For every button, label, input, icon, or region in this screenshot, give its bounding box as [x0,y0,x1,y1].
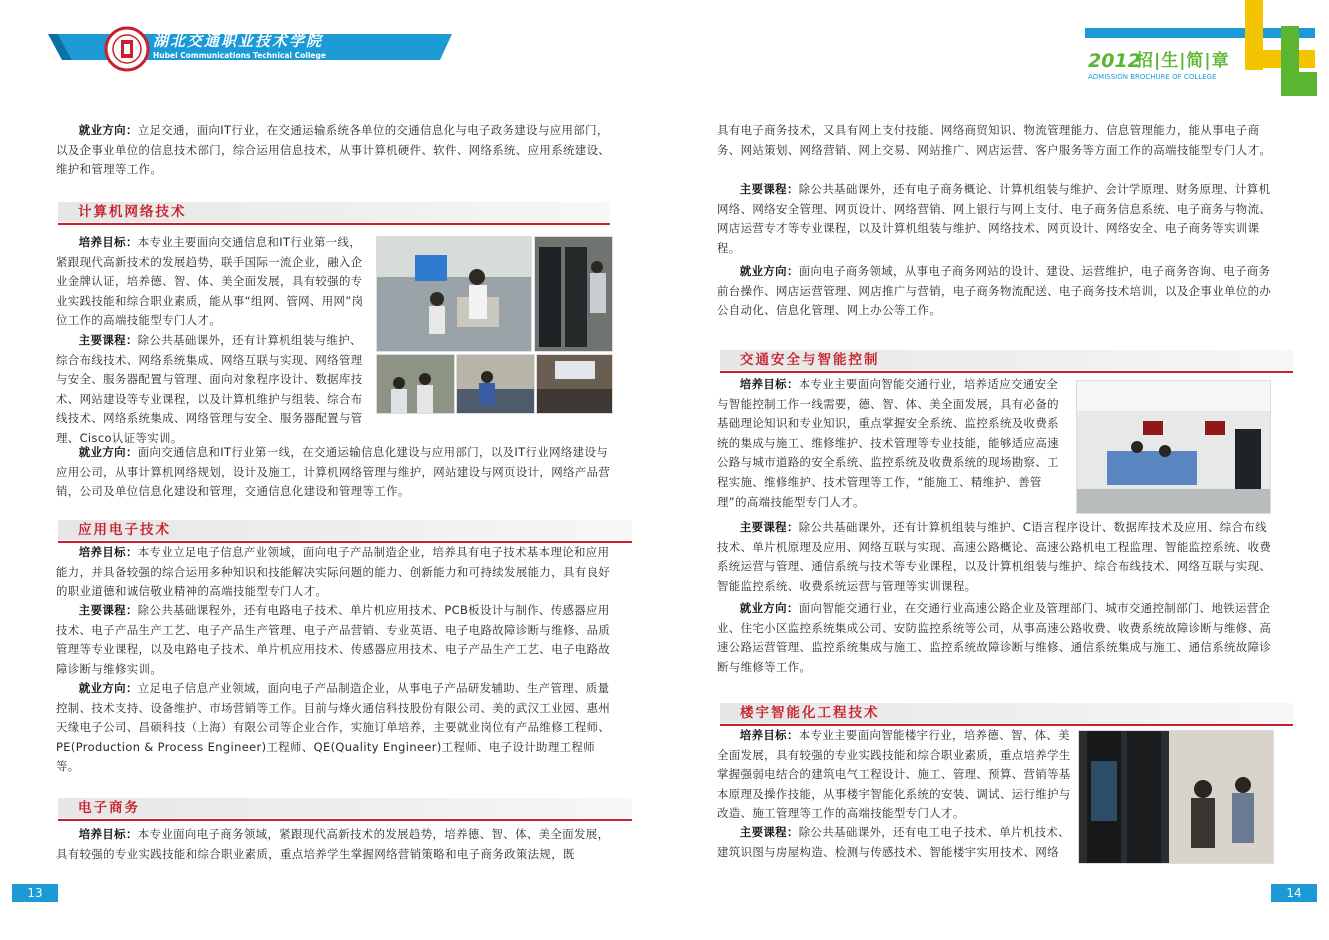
electronics-jobs: 就业方向：立足电子信息产业领域，面向电子产品制造企业，从事电子产品研发辅助、生产管理、质量控制、技术支持、设备维护、市场营销等工作。目前与烽火通信科技股份有限公司、美的武汉工业园、惠州天缘电子公司、昌硕科技（上海）有限公司等企业合作，实施订单培养，主要就业岗位有产品维修工程师、PE(Production & Process Engineer)工程师、QE(Quality Engineer)工程师、电子设计助理工程师等。 [56,681,611,774]
classroom-photo-1 [376,354,455,414]
traffic-courses: 主要课程：除公共基础课外，还有计算机组装与维护、C语言程序设计、数据库技术及应用、综合布线技术、单片机原理及应用、网络互联与实现、高速公路概论、高速公路机电工程监理、智能监控系统、收费系统运营与管理、通信系统与技术等专业课程，以及计算机组装与维护、综合布线技术、网络互联与实现、智能监控系统、收费系统运营与管理等实训课程。 [717,520,1272,593]
building-courses: 主要课程：除公共基础课外，还有电工电子技术、单片机技术、建筑识图与房屋构造、检测与传感技术、智能楼宇实用技术、网络 [717,825,1070,859]
network-lab-photo [376,236,532,352]
toll-control-lab-photo [1076,380,1271,514]
ecommerce-goal-cont: 具有电子商务技术，又具有网上支付技能、网络商贸知识、物流管理能力、信息管理能力，能从事电子商务、网站策划、网络营销、网上交易、网站推广、网店运营、客户服务等方面工作的高端技能型专门人才。 [717,123,1272,157]
section-title-ecommerce: 电子商务 [58,798,632,818]
traffic-goal: 培养目标：本专业主要面向智能交通行业，培养适应交通安全与智能控制工作一线需要，德、智、体、美全面发展，具有必备的基础理论知识和专业知识，重点掌握安全系统、监控系统及收费系统的集成与施工、维修维护、技术管理等专业技能，能够适应高速公路与城市道路的安全系统、监控系统及收费系统的现场勘察、工程实施、维修维护、技术管理等工作，“能施工、精维护、善管理”的高端技能型专门人才。 [717,377,1059,509]
section-title-building-intelligence: 楼宇智能化工程技术 [720,703,1293,723]
intro-employment: 就业方向：立足交通，面向IT行业，在交通运输系统各单位的交通信息化与电子政务建设与应用部门，以及企事业单位的信息技术部门，综合运用信息技术，从事计算机硬件、软件、网络系统、应用系统建设、维护和管理等工作。 [56,123,611,177]
electronics-goal: 培养目标：本专业立足电子信息产业领域，面向电子产品制造企业，培养具有电子技术基本理论和应用能力，并具备较强的综合运用多种知识和技能解决实际问题的能力、创新能力和可持续发展能力，具有良好的职业道德和诚信敬业精神的高端技能型专门人才。 [56,545,611,599]
network-jobs: 就业方向：面向交通信息和IT行业第一线，在交通运输信息化建设与应用部门，以及IT行业网络建设与应用公司，从事计算机网络规划，设计及施工，计算机网络管理与维护，网站建设与网页设计，网络产品营销，公司及单位信息化建设和管理，交通信息化建设和管理等工作。 [56,445,611,499]
section-title-electronics: 应用电子技术 [58,520,632,540]
brochure-subtitle: ADMISSION BROCHURE OF COLLEGE [1088,73,1217,81]
college-name-en: Hubei Communications Technical College [153,51,326,60]
classroom-photo-2 [456,354,535,414]
lecture-hall-photo [536,354,613,414]
ecommerce-goal: 培养目标：本专业面向电子商务领域，紧跟现代高新技术的发展趋势，培养德、智、体、美全面发展，具有较强的专业实践技能和综合职业素质，重点培养学生掌握网络营销策略和电子商务政策法规，既 [56,827,610,861]
electronics-courses: 主要课程：除公共基础课程外，还有电路电子技术、单片机应用技术、PCB板设计与制作、传感器应用技术、电子产品生产工艺、电子产品生产管理、电子产品营销、专业英语、电子电路故障诊断与维修、品质管理等专业课程，以及电路电子技术、单片机应用技术、传感器应用技术、电子产品生产工艺、电子电路故障诊断与维修实训。 [56,603,611,676]
building-goal: 培养目标：本专业主要面向智能楼宇行业，培养德、智、体、美全面发展，具有较强的专业实践技能和综合职业素质，重点培养学生掌握强弱电结合的建筑电气工程设计、施工、管理、预算、营销等基本原理及操作技能，从事楼宇智能化系统的安装、调试、运行维护与改造、施工管理等工作的高端技能型专门人才。 [717,728,1071,821]
section-title-traffic-safety: 交通安全与智能控制 [720,350,1293,370]
college-logo-icon [104,26,150,72]
page-number-right: 14 [1271,884,1317,902]
brochure-title: 招|生|简|章 [1136,51,1230,71]
brochure-year: 2012 [1088,50,1141,72]
network-goal: 培养目标：本专业主要面向交通信息和IT行业第一线，紧跟现代高新技术的发展趋势，联手国际一流企业，融入企业金牌认证，培养德、智、体、美全面发展，具有较强的专业实践技能和综合职业素质，能从事“组网、管网、用网”岗位工作的高端技能型专门人才。 [56,235,364,328]
server-rack-photo-1 [534,236,613,352]
ecommerce-jobs: 就业方向：面向电子商务领域，从事电子商务网站的设计、建设、运营维护，电子商务咨询、电子商务前台操作、网店运营管理、网店推广与营销，电子商务物流配送、电子商务技术培训，以及企事业单位的办公自动化、信息化管理、网上办公等工作。 [717,264,1272,318]
ecommerce-courses: 主要课程：除公共基础课外，还有电子商务概论、计算机组装与维护、会计学原理、财务原理、计算机网络、网络安全管理、网页设计、网络营销、网上银行与网上支付、电子商务信息系统、电子商务与物流、网店运营专才等专业课程，以及计算机组装与维护、网络技术、网页设计、网络安全、电子商务等实训课程。 [717,182,1272,255]
college-name-cn: 湖北交通职业技术学院 [153,32,324,50]
server-room-photo [1078,730,1274,864]
page-number-left: 13 [12,884,58,902]
network-courses: 主要课程：除公共基础课外，还有计算机组装与维护、综合布线技术、网络系统集成、网络互联与实现、网络管理与安全、服务器配置与管理、面向对象程序设计、数据库技术、网站建设等专业课程，以及计算机维护与组装、综合布线技术、网络系统集成、网络管理与安全、服务器配置与管理、Cisco认证等实训。 [56,333,363,445]
traffic-jobs: 就业方向：面向智能交通行业，在交通行业高速公路企业及管理部门、城市交通控制部门、地铁运营企业、住宅小区监控系统集成公司、安防监控系统等公司，从事高速公路收费、收费系统故障诊断与维修、高速公路运营管理、监控系统集成与施工、监控系统故障诊断与维修、通信系统集成与施工、通信系统故障诊断与维修等工作。 [717,601,1272,674]
section-title-network: 计算机网络技术 [58,202,610,222]
